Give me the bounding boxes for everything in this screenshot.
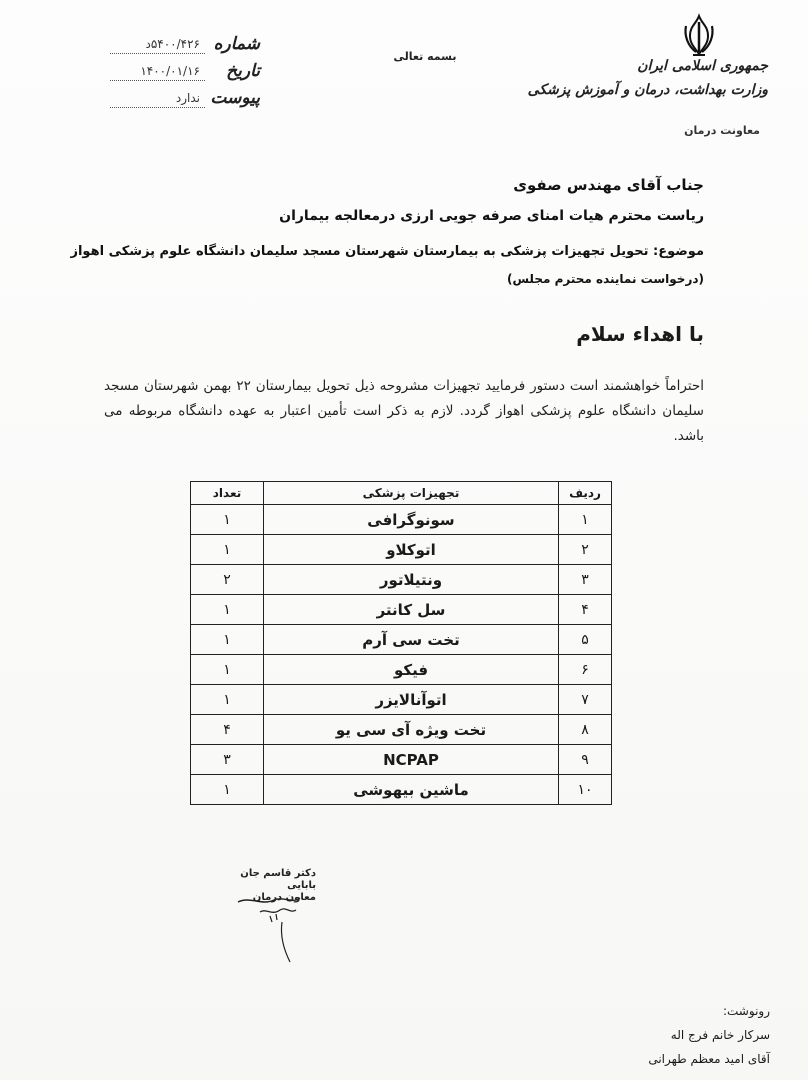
signatory-name: دکتر قاسم جان بابایی <box>240 868 316 891</box>
table-row <box>191 655 612 685</box>
row-number: ۲ <box>559 535 612 565</box>
recipient-name: جناب آقای مهندس صفوی <box>513 176 704 194</box>
attachment-label: پیوست <box>210 88 260 108</box>
letter-attachment-row <box>110 88 260 110</box>
row-number: ۶ <box>559 655 612 685</box>
greeting: با اهداء سلام <box>576 322 704 346</box>
handwritten-signature-icon <box>230 892 320 968</box>
equipment-count: ۳ <box>191 745 264 775</box>
table-row <box>191 715 612 745</box>
equipment-name: NCPAP <box>264 745 559 775</box>
equipment-name: تخت ویژه آی سی یو <box>264 715 559 745</box>
date-dots <box>110 80 205 81</box>
table-row <box>191 775 612 805</box>
number-label: شماره <box>213 34 260 54</box>
basmala-heading: بسمه تعالی <box>393 50 457 63</box>
table-row <box>191 685 612 715</box>
equipment-name: فیکو <box>264 655 559 685</box>
cc-recipient: سرکار خانم فرج اله <box>670 1028 770 1042</box>
attachment-dots <box>110 107 205 108</box>
header-count: تعداد <box>191 482 264 505</box>
date-label: تاریخ <box>226 61 260 81</box>
row-number: ۷ <box>559 685 612 715</box>
letter-date-row <box>110 61 260 83</box>
table-row <box>191 625 612 655</box>
table-row <box>191 595 612 625</box>
equipment-count: ۱ <box>191 625 264 655</box>
equipment-name: ماشین بیهوشی <box>264 775 559 805</box>
ministry-name: وزارت بهداشت، درمان و آموزش پزشکی <box>527 82 768 98</box>
row-number: ۳ <box>559 565 612 595</box>
deputy-department: معاونت درمان <box>684 124 760 137</box>
equipment-name: اتوآنالایزر <box>264 685 559 715</box>
equipment-count: ۱ <box>191 535 264 565</box>
equipment-count: ۲ <box>191 565 264 595</box>
subject-note: (درخواست نماینده محترم مجلس) <box>506 272 704 286</box>
header-equipment: تجهیزات پزشکی <box>264 482 559 505</box>
letter-subject: موضوع: تحویل تجهیزات پزشکی به بیمارستان شهرستان مسجد سلیمان دانشگاه علوم پزشکی اهواز <box>70 244 704 259</box>
equipment-count: ۱ <box>191 685 264 715</box>
equipment-name: اتوکلاو <box>264 535 559 565</box>
row-number: ۵ <box>559 625 612 655</box>
letter-number-row <box>110 34 260 56</box>
table-row <box>191 565 612 595</box>
equipment-count: ۱ <box>191 775 264 805</box>
letter-body: احتراماً خواهشمند است دستور فرمایید تجهیزات مشروحه ذیل تحویل بیمارستان ۲۲ بهمن شهرستان مسجد سلیمان دانشگاه علوم پزشکی اهواز گردد. لازم به ذکر است تأمین اعتبار به عهده دانشگاه مربوطه می باشد. <box>104 378 705 444</box>
number-dots <box>110 53 205 54</box>
equipment-name: سونوگرافی <box>264 505 559 535</box>
equipment-count: ۴ <box>191 715 264 745</box>
row-number: ۹ <box>559 745 612 775</box>
number-value: ۵۴۰۰/۴۲۶د <box>145 37 200 51</box>
equipment-count: ۱ <box>191 655 264 685</box>
cc-title: رونوشت: <box>722 1004 770 1018</box>
ministry-country: جمهوری اسلامی ایران <box>637 58 768 74</box>
equipment-count: ۱ <box>191 505 264 535</box>
recipient-position: ریاست محترم هیات امنای صرفه جویی ارزی درمعالجه بیماران <box>279 208 704 224</box>
iran-emblem-icon <box>680 12 718 58</box>
date-value: ۱۴۰۰/۰۱/۱۶ <box>140 64 200 78</box>
equipment-table <box>190 481 612 805</box>
equipment-name: تخت سی آرم <box>264 625 559 655</box>
equipment-count: ۱ <box>191 595 264 625</box>
row-number: ۸ <box>559 715 612 745</box>
table-row <box>191 505 612 535</box>
table-header-row <box>191 482 612 505</box>
cc-recipient: آقای امید معظم طهرانی <box>648 1052 770 1066</box>
table-row <box>191 535 612 565</box>
attachment-value: ندارد <box>175 91 200 105</box>
equipment-name: سل کانتر <box>264 595 559 625</box>
signatory-title: معاون درمان <box>252 892 316 903</box>
equipment-name: ونتیلاتور <box>264 565 559 595</box>
row-number: ۱۰ <box>559 775 612 805</box>
header-row-number: ردیف <box>559 482 612 505</box>
row-number: ۱ <box>559 505 612 535</box>
row-number: ۴ <box>559 595 612 625</box>
table-row <box>191 745 612 775</box>
